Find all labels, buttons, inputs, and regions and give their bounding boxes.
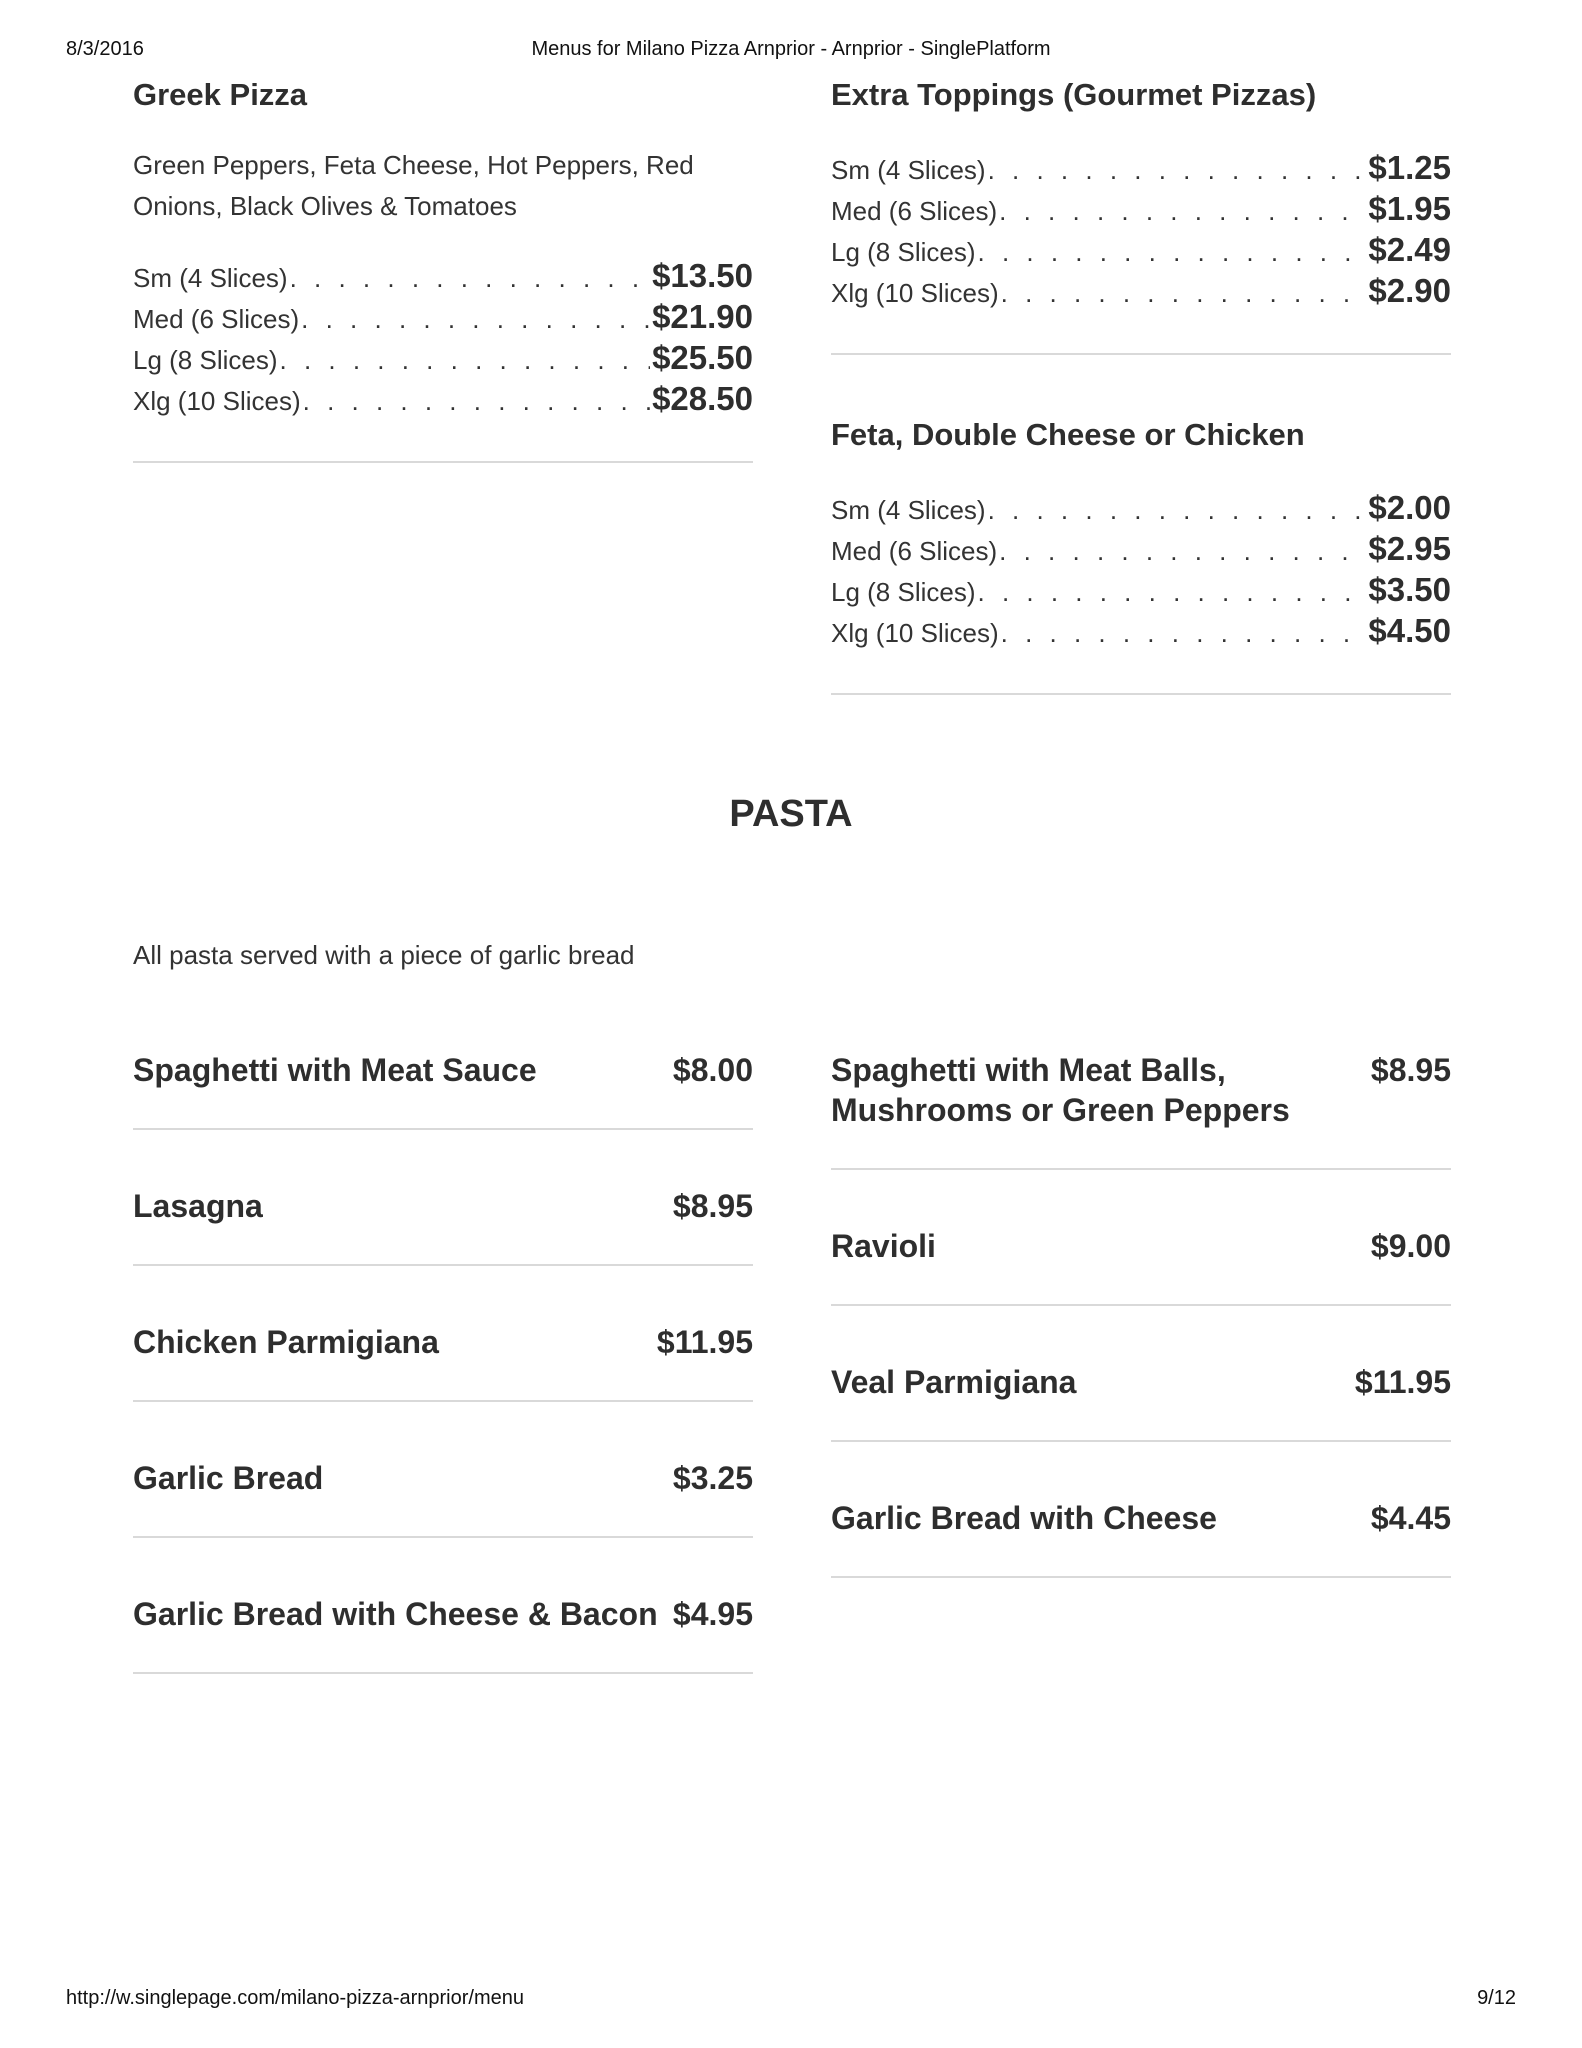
dot-leader [290,263,650,294]
size-label: Lg (8 Slices) [831,237,976,267]
pasta-left-column [133,1050,753,1730]
feta-double-cheese-section [831,415,1451,695]
greek-pizza-section [133,75,753,463]
size-price: $3.50 [1368,571,1451,608]
pasta-section-title: PASTA [729,793,853,835]
size-price: $1.25 [1368,149,1451,186]
item-name: Garlic Bread with Cheese [831,1500,1217,1536]
size-price-list [133,257,753,421]
dot-leader [303,386,650,417]
dot-leader [999,536,1366,567]
item-price: $11.95 [656,1324,753,1360]
dot-leader [988,495,1367,526]
section-title: Extra Toppings (Gourmet Pizzas) [831,77,1317,112]
page-number: 9/12 [1477,1987,1516,2009]
item-name: Spaghetti with Meat Sauce [133,1052,537,1088]
menu-item [133,1186,753,1266]
item-price: $3.25 [672,1460,753,1496]
print-title: Menus for Milano Pizza Arnprior - Arnprior - SinglePlatform [531,38,1051,60]
size-label: Sm (4 Slices) [831,155,986,185]
size-row [831,612,1451,653]
menu-item [831,1050,1451,1170]
dot-leader [988,155,1367,186]
divider [133,1264,753,1266]
extra-toppings-section [831,75,1451,355]
size-row [831,272,1451,313]
divider [831,353,1451,355]
divider [133,1400,753,1402]
dot-leader [978,577,1367,608]
divider [831,1440,1451,1442]
size-label: Med (6 Slices) [133,304,300,334]
item-name: Garlic Bread with Cheese & Bacon [133,1596,658,1632]
dot-leader [978,237,1367,268]
size-price: $25.50 [652,339,753,376]
menu-item [831,1362,1451,1442]
size-row [831,571,1451,612]
size-price: $4.50 [1368,612,1451,649]
item-name: Chicken Parmigiana [133,1324,439,1360]
dot-leader [1001,278,1367,309]
size-label: Med (6 Slices) [831,536,998,566]
size-row [831,231,1451,272]
item-price: $9.00 [1370,1228,1451,1264]
menu-item [133,1322,753,1402]
size-label: Xlg (10 Slices) [831,618,999,648]
divider [831,1576,1451,1578]
size-row [831,149,1451,190]
size-row [133,380,753,421]
size-row [831,489,1451,530]
print-url: http://w.singlepage.com/milano-pizza-arnprior/menu [66,1987,524,2009]
size-price: $13.50 [652,257,753,294]
print-date: 8/3/2016 [66,38,144,60]
section-title: Feta, Double Cheese or Chicken [831,417,1305,452]
size-price: $21.90 [652,298,753,335]
divider [133,1672,753,1674]
size-label: Lg (8 Slices) [831,577,976,607]
menu-item [831,1226,1451,1306]
divider [831,1304,1451,1306]
size-row [133,257,753,298]
size-price: $2.95 [1368,530,1451,567]
pasta-right-column [831,1050,1451,1634]
item-name: Veal Parmigiana [831,1364,1077,1400]
size-price: $1.95 [1368,190,1451,227]
size-price-list [831,489,1451,653]
divider [133,1128,753,1130]
pasta-note: All pasta served with a piece of garlic bread [133,940,635,970]
item-price: $11.95 [1354,1364,1451,1400]
size-label: Sm (4 Slices) [133,263,288,293]
menu-item [133,1458,753,1538]
divider [133,1536,753,1538]
dot-leader [999,196,1366,227]
size-label: Xlg (10 Slices) [133,386,301,416]
menu-item [133,1594,753,1674]
size-label: Sm (4 Slices) [831,495,986,525]
size-label: Lg (8 Slices) [133,345,278,375]
size-row [133,298,753,339]
size-row [831,190,1451,231]
size-price: $2.49 [1368,231,1451,268]
item-name: Lasagna [133,1188,263,1224]
size-row [133,339,753,380]
size-row [831,530,1451,571]
item-name: Spaghetti with Meat Balls, Mushrooms or Green Peppers [831,1052,1290,1128]
menu-item [831,1498,1451,1578]
size-price: $2.00 [1368,489,1451,526]
divider [831,1168,1451,1170]
size-price: $28.50 [652,380,753,417]
dot-leader [301,304,650,335]
divider [831,693,1451,695]
section-title: Greek Pizza [133,77,308,112]
item-price: $4.95 [672,1596,753,1632]
size-label: Med (6 Slices) [831,196,998,226]
dot-leader [280,345,651,376]
item-name: Ravioli [831,1228,936,1264]
size-label: Xlg (10 Slices) [831,278,999,308]
dot-leader [1001,618,1367,649]
item-price: $8.95 [672,1188,753,1224]
size-price-list [831,149,1451,313]
menu-item [133,1050,753,1130]
item-price: $8.95 [1370,1052,1451,1088]
item-price: $8.00 [672,1052,753,1088]
item-price: $4.45 [1370,1500,1451,1536]
size-price: $2.90 [1368,272,1451,309]
divider [133,461,753,463]
item-name: Garlic Bread [133,1460,324,1496]
item-description: Green Peppers, Feta Cheese, Hot Peppers, Red Onions, Black Olives & Tomatoes [133,150,694,221]
